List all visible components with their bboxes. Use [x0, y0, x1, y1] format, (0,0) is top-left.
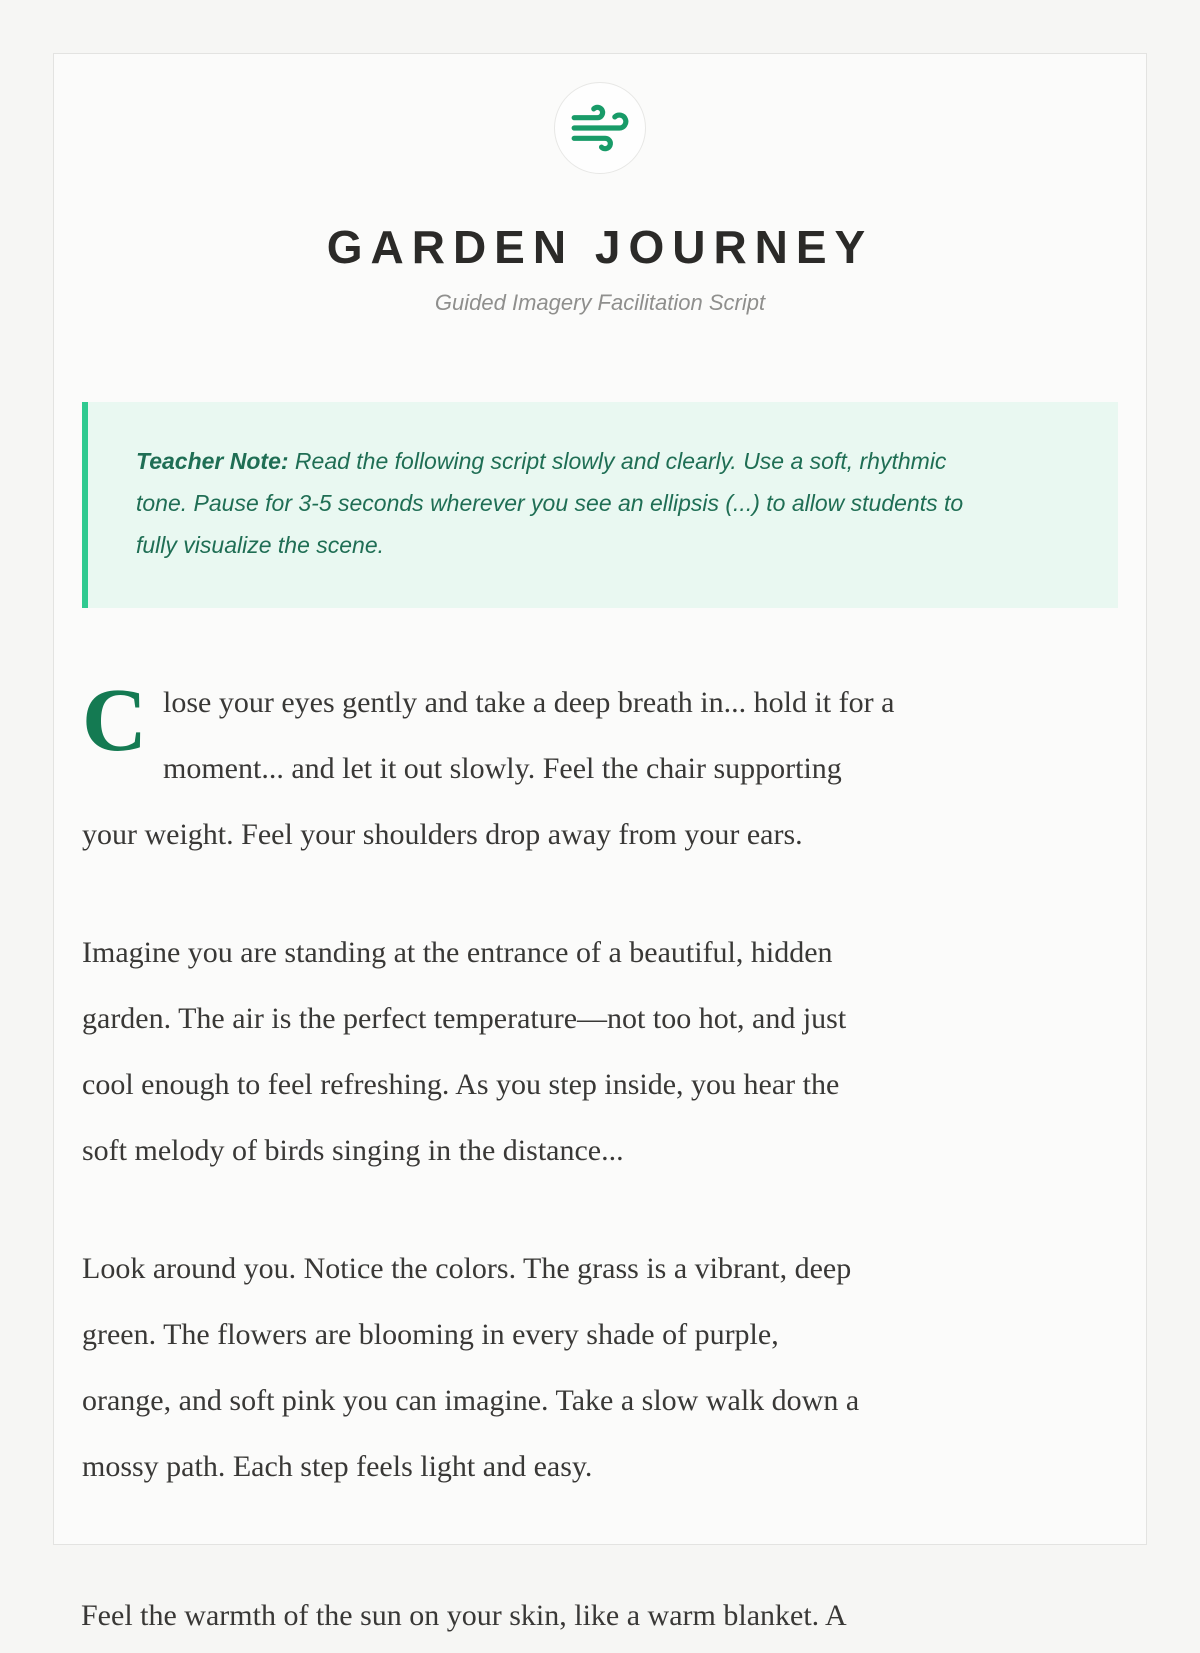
text-line: soft melody of birds singing in the distance... [82, 1134, 624, 1167]
script-body [82, 670, 1118, 1500]
text-line: orange, and soft pink you can imagine. Take a slow walk down a [82, 1384, 860, 1417]
drop-cap: C [82, 671, 147, 770]
teacher-note-callout [82, 402, 1118, 608]
text-line: Look around you. Notice the colors. The grass is a vibrant, deep [82, 1252, 852, 1285]
script-page-card [53, 53, 1147, 1545]
text-line: green. The flowers are blooming in every shade of purple, [82, 1318, 779, 1351]
text-line: mossy path. Each step feels light and easy. [82, 1450, 593, 1483]
paragraph-lines [81, 1583, 1119, 1649]
text-line: lose your eyes gently and take a deep breath in... hold it for a [163, 686, 895, 719]
paragraph-lines [82, 670, 1118, 868]
text-line: moment... and let it out slowly. Feel the chair supporting [163, 752, 842, 785]
script-paragraph-continuation [81, 1583, 1119, 1649]
text-line: cool enough to feel refreshing. As you step inside, you hear the [82, 1068, 840, 1101]
text-line: Feel the warmth of the sun on your skin, like a warm blanket. A [81, 1599, 847, 1632]
text-line: your weight. Feel your shoulders drop away from your ears. [82, 818, 803, 851]
script-paragraph [82, 920, 1118, 1184]
page-title: GARDEN JOURNEY [326, 221, 874, 273]
teacher-note-label: Teacher Note: [136, 448, 289, 474]
text-line: Imagine you are standing at the entrance of a beautiful, hidden [82, 936, 833, 969]
wind-icon [569, 97, 631, 159]
script-paragraph [82, 1236, 1118, 1500]
paragraph-lines [82, 920, 1118, 1184]
script-paragraph [82, 670, 1118, 868]
teacher-note-text: Read the following script slowly and clearly. Use a soft, rhythmic tone. Pause for 3-5 seconds wherever you see an ellipsis (...) to allow students to fully visualize the scene. [136, 448, 964, 558]
header-icon-badge [554, 82, 646, 174]
text-line: garden. The air is the perfect temperature—not too hot, and just [82, 1002, 847, 1035]
page-subtitle: Guided Imagery Facilitation Script [434, 290, 766, 315]
paragraph-lines [82, 1236, 1118, 1500]
